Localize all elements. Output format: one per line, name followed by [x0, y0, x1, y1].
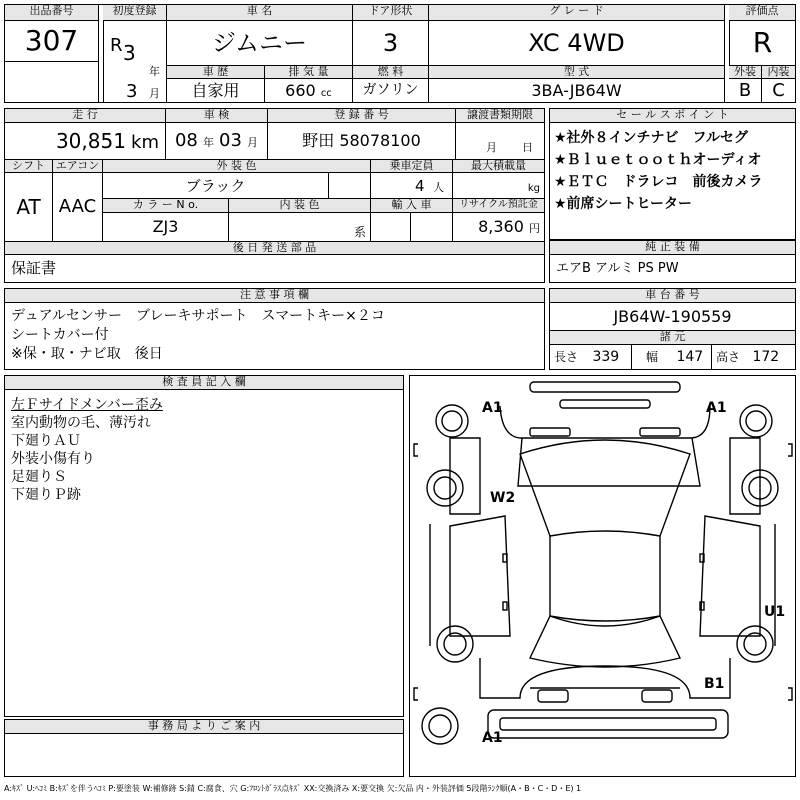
first-reg-month: 3 — [126, 81, 138, 102]
doors: 3 — [353, 21, 429, 65]
lot-number: 307 — [5, 21, 99, 61]
deadline-cell — [456, 123, 544, 159]
int-grade: C — [772, 80, 785, 101]
grade: XC 4WD — [429, 21, 725, 65]
deadline-month: 月 — [486, 141, 497, 154]
color-no-label: カ ラ ー N o. — [103, 199, 229, 213]
mileage: 30,851 — [55, 129, 126, 153]
sales-points-list — [554, 127, 794, 215]
note-line: シートカバー付 — [11, 327, 109, 343]
inspection-month: 03 — [219, 130, 242, 151]
sales-point: ★前席シートヒーター — [554, 196, 692, 212]
specs-label: 諸 元 — [550, 331, 795, 345]
mark-bottom: A1 — [482, 730, 503, 746]
width-cell — [632, 345, 712, 369]
recycle-cell — [453, 213, 544, 241]
equipment-label: 純 正 装 備 — [550, 241, 795, 255]
office-section — [4, 719, 404, 777]
seats-cell — [371, 173, 453, 199]
inspector-line: 足廻りＳ — [11, 469, 67, 485]
chassis-section — [549, 288, 796, 370]
displacement: 660 — [285, 81, 316, 100]
notes-section — [4, 288, 545, 370]
seats: 4 — [415, 177, 425, 195]
inspector-line: 下廻りＰ跡 — [11, 487, 81, 503]
car-name: ジムニー — [167, 21, 353, 65]
office-label: 事 務 局 よ り ご 案 内 — [5, 720, 403, 734]
first-reg-cell — [103, 21, 167, 102]
first-reg-month-unit: 月 — [149, 87, 160, 100]
ac-label: エアコン — [53, 159, 103, 173]
grade-label: グ レ ー ド — [429, 5, 725, 21]
header-section — [4, 4, 796, 103]
lot-number-label: 出品番号 — [5, 5, 99, 21]
color-no: ZJ3 — [103, 213, 229, 241]
color: ブラック — [103, 173, 329, 199]
mark-front-left: A1 — [482, 400, 503, 416]
color-label: 外 装 色 — [103, 159, 371, 173]
score-label: 評価点 — [729, 5, 795, 21]
int-color-suffix: 系 — [353, 225, 366, 239]
int-color-cell — [229, 213, 371, 241]
seats-label: 乗車定員 — [371, 159, 453, 173]
height-cell — [712, 345, 795, 369]
model-label: 型 式 — [429, 65, 725, 79]
lot-blank — [5, 61, 99, 102]
equipment-section — [549, 240, 796, 283]
inspector-line: 下廻りＡＵ — [11, 433, 81, 449]
recycle: 8,360 — [478, 217, 524, 236]
inspector-line: 左Ｆサイドメンバー歪み — [11, 397, 163, 413]
seats-unit: 人 — [433, 181, 444, 194]
sales-point: ★ＥＴＣ ドラレコ 前後カメラ — [554, 174, 763, 190]
note-line: デュアルセンサー ブレーキサポート スマートキー×２コ — [11, 308, 385, 324]
int-grade-label: 内装 — [762, 65, 795, 79]
inspector-label: 検 査 員 記 入 欄 — [5, 376, 403, 390]
first-reg-era: R — [110, 35, 123, 56]
vehicle-info-section — [4, 108, 545, 283]
note-line: ※保・取・ナビ取 後日 — [11, 346, 163, 362]
mark-front-right: A1 — [706, 400, 727, 416]
length: 339 — [592, 349, 620, 365]
model-code: 3BA-JB64W — [429, 79, 725, 102]
first-reg-year-unit: 年 — [149, 65, 160, 78]
recycle-unit: 円 — [529, 222, 540, 235]
shift-label: シフト — [5, 159, 53, 173]
car-name-label: 車 名 — [167, 5, 353, 21]
width-label: 幅 — [646, 350, 659, 364]
deadline-day: 日 — [522, 141, 533, 154]
first-reg-label: 初度登録 — [103, 5, 167, 21]
chassis-number: JB64W-190559 — [550, 303, 795, 331]
sales-point: ★社外８インチナビ フルセグ — [554, 130, 748, 146]
legend-footer: A:ｷｽﾞ U:ﾍｺﾐ B:ｷｽﾞを伴うﾍｺﾐ P:要塗装 W:補修跡 S:錆 C:腐食、穴 G:ﾌﾛﾝﾄｶﾞﾗｽ点ｷｽﾞ XX:交換済み X:要交換 欠:欠品 内・外装評価 5段階ﾗﾝｸ順(A・B・C・D・E) 1 — [4, 784, 582, 793]
score: R — [729, 21, 795, 65]
mark-right-side: U1 — [764, 604, 786, 620]
reg-label: 登 録 番 号 — [268, 109, 456, 123]
inspector-lines — [11, 396, 163, 504]
mark-left-side: W2 — [490, 490, 516, 506]
damage-diagram — [409, 375, 796, 777]
inspector-line: 外装小傷有り — [11, 451, 95, 467]
recycle-label: リサイクル預託金 — [453, 199, 544, 213]
load-unit: kg — [527, 183, 540, 194]
equipment-value: エアB アルミ PS PW — [556, 261, 679, 276]
ext-grade-label: 外装 — [729, 65, 762, 79]
sales-points-label: セ ー ル ス ポ イ ン ト — [550, 109, 795, 123]
inspection-year-unit: 年 — [202, 136, 214, 149]
inspection-label: 車 検 — [166, 109, 268, 123]
later-parts: 保証書 — [11, 259, 57, 277]
later-parts-label: 後 日 発 送 部 品 — [5, 241, 544, 255]
fuel-label: 燃 料 — [353, 65, 429, 79]
length-cell — [550, 345, 632, 369]
inspection-cell — [166, 123, 268, 159]
length-label: 長さ — [554, 350, 579, 364]
import-cell-2 — [411, 213, 453, 241]
color-blank — [329, 173, 371, 199]
mileage-unit: km — [131, 132, 159, 153]
inspector-section — [4, 375, 404, 717]
sales-point: ★Ｂｌｕｅｔｏｏｔｈオーディオ — [554, 152, 762, 168]
import-cell — [371, 213, 411, 241]
chassis-label: 車 台 番 号 — [550, 289, 795, 303]
notes-label: 注 意 事 項 欄 — [5, 289, 544, 303]
displacement-cell — [265, 79, 353, 102]
first-reg-year: 3 — [123, 41, 136, 65]
history-label: 車 歴 — [167, 65, 265, 79]
fuel: ガソリン — [353, 79, 429, 102]
inspection-year: 08 — [174, 130, 198, 151]
inspector-line: 室内動物の毛、薄汚れ — [11, 415, 151, 431]
ac: AAC — [53, 173, 103, 241]
import-label: 輸 入 車 — [371, 199, 453, 213]
displacement-label: 排 気 量 — [265, 65, 353, 79]
width: 147 — [676, 349, 704, 365]
history: 自家用 — [167, 79, 265, 102]
height-label: 高さ — [716, 350, 741, 364]
int-color-label: 内 装 色 — [229, 199, 371, 213]
shift: AT — [5, 173, 53, 241]
ext-grade: B — [729, 79, 762, 102]
car-outline — [410, 376, 795, 776]
height: 172 — [752, 349, 780, 365]
load-label: 最大積載量 — [453, 159, 544, 173]
mileage-label: 走 行 — [5, 109, 166, 123]
displacement-unit: cc — [320, 88, 332, 99]
mark-rear-right: B1 — [704, 676, 725, 692]
deadline-label: 譲渡書類期限 — [456, 109, 544, 123]
sales-points-section — [549, 108, 796, 240]
load-cell — [453, 173, 544, 199]
inspection-month-unit: 月 — [247, 136, 259, 149]
notes-lines — [11, 307, 385, 364]
reg-number: 野田 58078100 — [268, 123, 456, 159]
door-label: ドア形状 — [353, 5, 429, 21]
mileage-cell — [5, 123, 166, 159]
